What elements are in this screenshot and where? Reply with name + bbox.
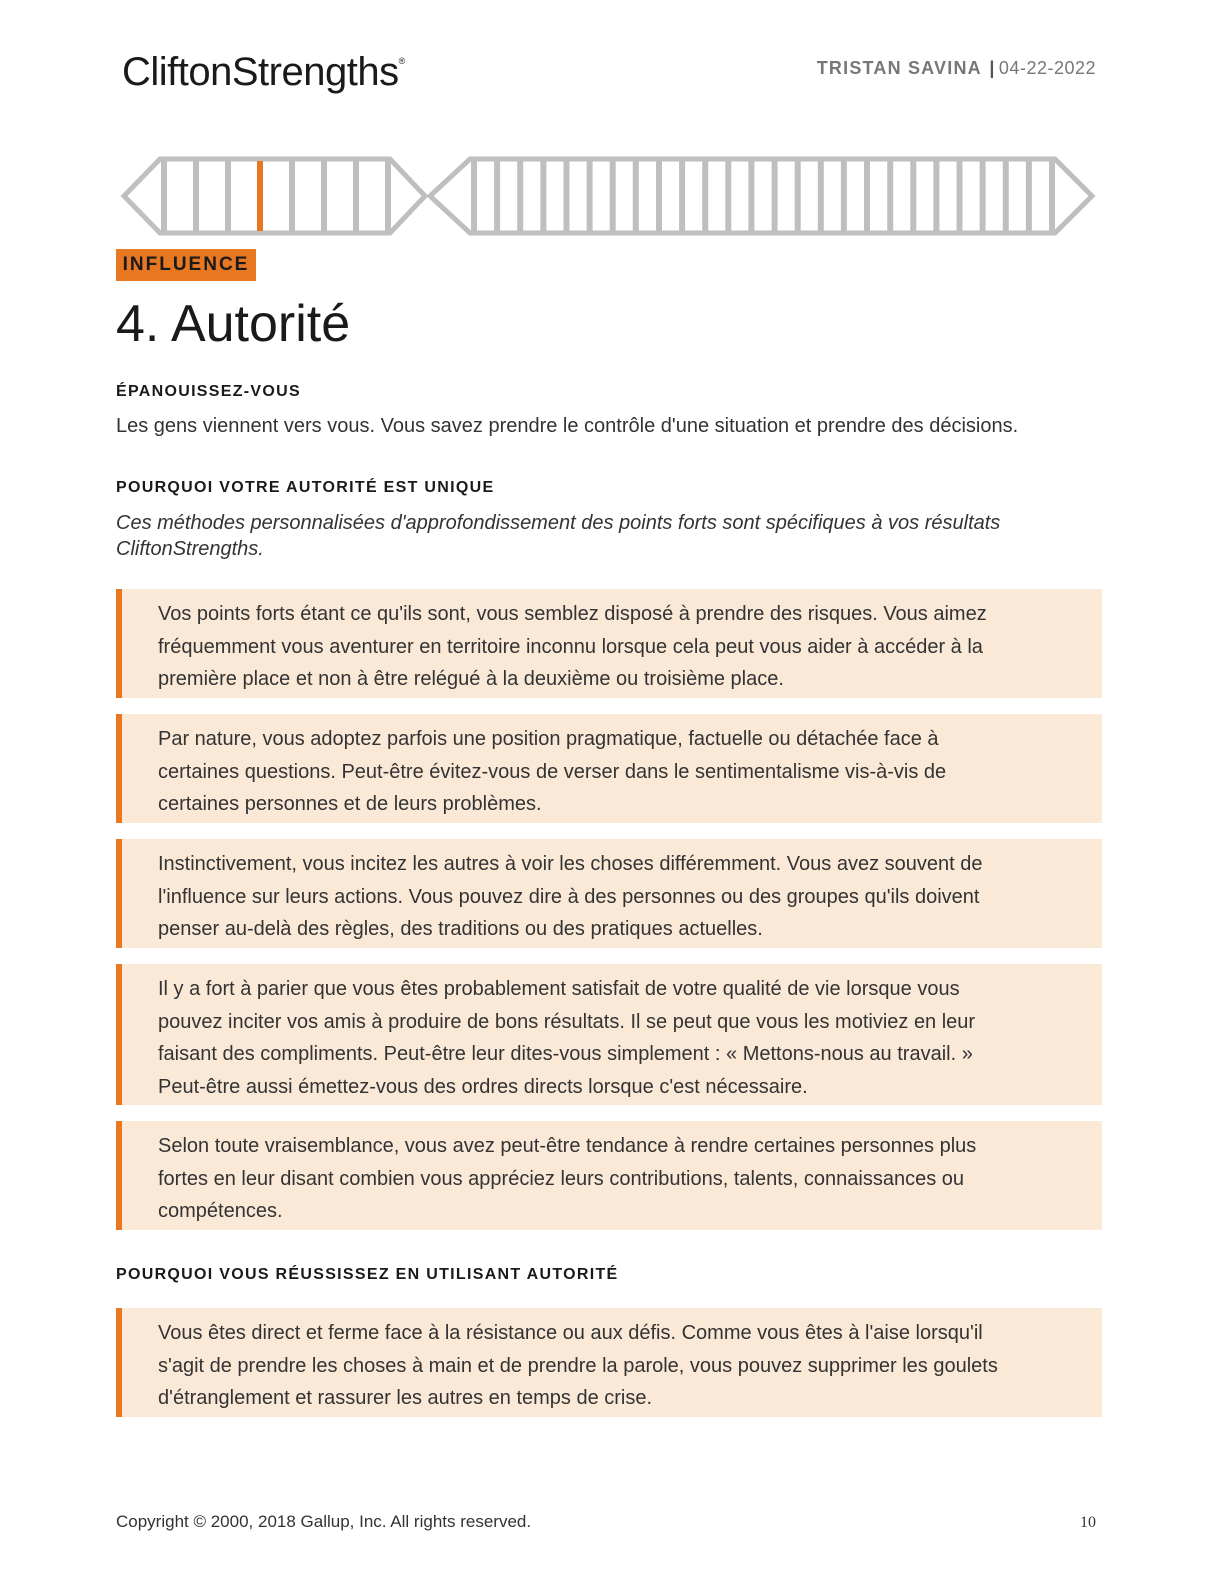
strip-bar — [910, 161, 916, 231]
strip-bar — [864, 161, 870, 231]
report-owner — [817, 58, 1096, 79]
domain-badge: INFLUENCE — [116, 249, 256, 281]
strip-bar — [887, 161, 893, 231]
strip-bar-highlighted — [257, 161, 263, 231]
strip-bar — [321, 161, 327, 231]
strip-bar — [633, 161, 639, 231]
logo-text: CliftonStrengths — [122, 50, 399, 94]
strip-bar — [795, 161, 801, 231]
strip-bar — [540, 161, 546, 231]
strip-bar — [841, 161, 847, 231]
strip-right-outline — [430, 159, 1092, 233]
strip-bar — [353, 161, 359, 231]
insight-text: Par nature, vous adoptez parfois une position pragmatique, factuelle ou détachée face à certaines questions. Peut-être évitez-vous de verser dans le sentimentalisme vis-à-vis de certaines personnes et de leurs problèmes. — [158, 728, 947, 815]
strip-bar — [702, 161, 708, 231]
strip-bar — [1003, 161, 1009, 231]
strip-bar — [517, 161, 523, 231]
insight-card — [116, 964, 1102, 1105]
report-date: 04-22-2022 — [998, 58, 1096, 78]
strip-bar — [161, 161, 167, 231]
strip-bar — [471, 161, 477, 231]
insight-card — [116, 714, 1102, 823]
unique-intro: Ces méthodes personnalisées d'approfondissement des points forts sont spécifiques à vos résultats CliftonStrengths. — [116, 512, 1001, 560]
strip-bar — [225, 161, 231, 231]
strip-bar — [289, 161, 295, 231]
insight-text: Selon toute vraisemblance, vous avez peut-être tendance à rendre certaines personnes plus fortes en leur disant combien vous appréciez leurs contributions, talents, connaissances ou compétences. — [158, 1135, 977, 1222]
strip-bar — [656, 161, 662, 231]
copyright: Copyright © 2000, 2018 Gallup, Inc. All rights reserved. — [116, 1512, 532, 1531]
strip-bar — [980, 161, 986, 231]
strip-bar — [1026, 161, 1032, 231]
strip-bar — [933, 161, 939, 231]
strip-bar — [772, 161, 778, 231]
person-name: TRISTAN SAVINA — [816, 58, 982, 78]
strip-bar — [748, 161, 754, 231]
page-number: 10 — [1080, 1514, 1096, 1531]
strip-bar — [385, 161, 391, 231]
insight-card — [116, 1121, 1102, 1230]
header-separator: | — [989, 58, 995, 78]
insight-card — [116, 589, 1102, 698]
unique-heading: POURQUOI VOTRE AUTORITÉ EST UNIQUE — [116, 479, 495, 496]
registered-mark: ® — [398, 56, 405, 66]
clifton-strengths-logo — [122, 50, 405, 95]
insight-text: Instinctivement, vous incitez les autres à voir les choses différemment. Vous avez souvent de l'influence sur leurs actions. Vous pouvez dire à des personnes ou des groupes qu'ils doivent penser au-delà des règles, des traditions ou des pratiques actuelles. — [158, 853, 983, 940]
strip-left-group — [124, 159, 425, 233]
strip-bar — [610, 161, 616, 231]
theme-rank-strip — [120, 155, 1100, 237]
strip-bar — [725, 161, 731, 231]
strip-bar — [193, 161, 199, 231]
strip-bar — [494, 161, 500, 231]
strip-bar — [564, 161, 570, 231]
success-card — [116, 1308, 1102, 1417]
thrive-heading: ÉPANOUISSEZ-VOUS — [116, 383, 301, 400]
theme-title: 4. Autorité — [116, 295, 351, 353]
success-heading: POURQUOI VOUS RÉUSSISSEZ EN UTILISANT AUTORITÉ — [116, 1266, 619, 1283]
strip-left-outline — [124, 159, 425, 233]
strip-right-group — [430, 159, 1092, 233]
strip-bar — [587, 161, 593, 231]
strip-bar — [957, 161, 963, 231]
insight-text: Il y a fort à parier que vous êtes probablement satisfait de votre qualité de vie lorsque vous pouvez inciter vos amis à produire de bons résultats. Il se peut que vous les motiviez en leur faisant des compliments. Peut-être leur dites-vous simplement : « Mettons-nous au travail. » Peut-être aussi émettez-vous des ordres directs lorsque c'est nécessaire. — [158, 978, 976, 1098]
strip-bar — [1049, 161, 1055, 231]
insight-text: Vos points forts étant ce qu'ils sont, vous semblez disposé à prendre des risques. Vous aimez fréquemment vous aventurer en territoire inconnu lorsque cela peut vous aider à accéder à la première place et non à être relégué à la deuxième ou troisième place. — [158, 603, 987, 690]
insight-card — [116, 839, 1102, 948]
thrive-text: Les gens viennent vers vous. Vous savez prendre le contrôle d'une situation et prendre des décisions. — [116, 415, 1019, 437]
strip-bar — [818, 161, 824, 231]
strip-bar — [679, 161, 685, 231]
success-text: Vous êtes direct et ferme face à la résistance ou aux défis. Comme vous êtes à l'aise lorsqu'il s'agit de prendre les choses à main et de prendre la parole, vous pouvez supprimer les goulets d'étranglement et rassurer les autres en temps de crise. — [158, 1322, 998, 1409]
